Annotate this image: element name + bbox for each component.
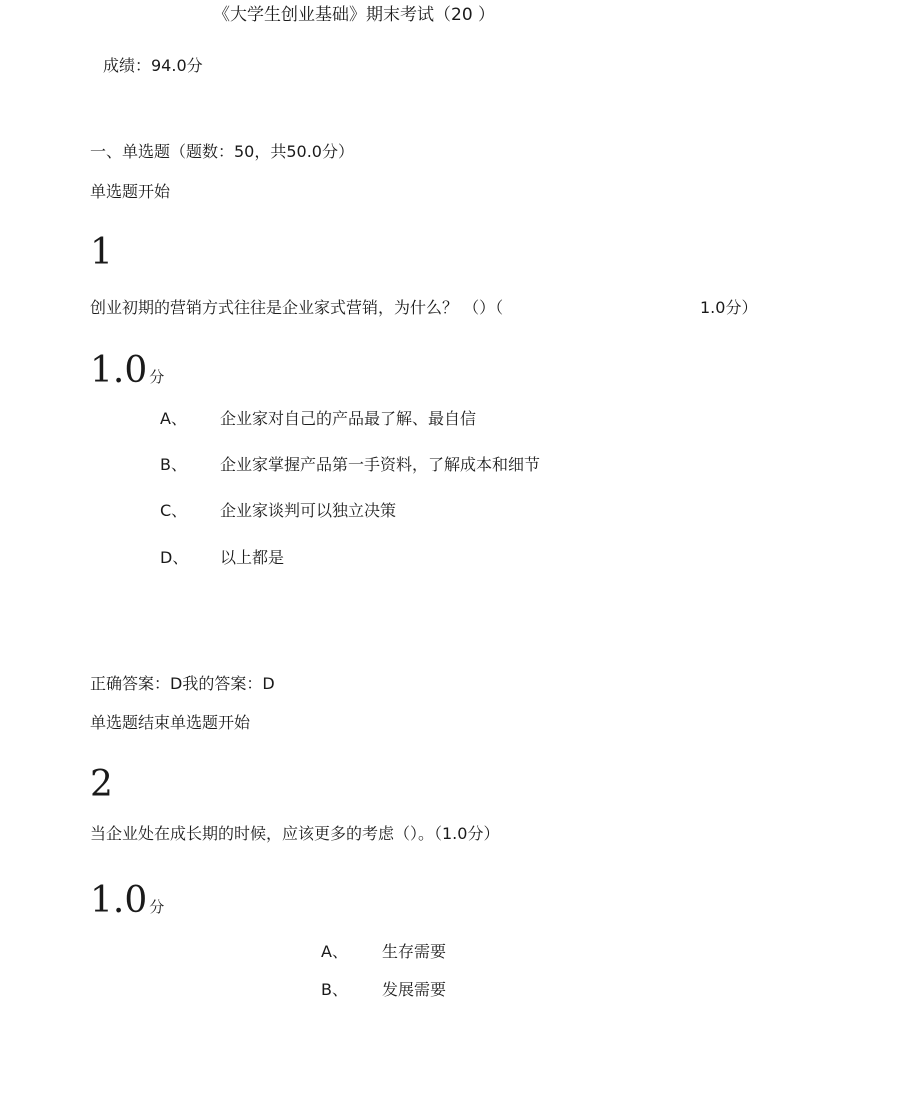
question-score-unit: 分 <box>149 898 165 916</box>
option-text: 生存需要 <box>382 942 447 961</box>
option-text: 企业家谈判可以独立决策 <box>220 501 397 520</box>
document-title: 《大学生创业基础》期末考试（20 ） <box>213 5 496 25</box>
section-end-start-marker: 单选题结束单选题开始 <box>90 713 251 732</box>
question-text: 当企业处在成长期的时候，应该更多的考虑（）。（1.0分） <box>90 824 500 843</box>
answer-line: 正确答案：D我的答案：D <box>90 674 275 693</box>
question-score-value: 1.0 <box>90 880 148 921</box>
question-points: 1.0分） <box>700 298 758 317</box>
question-score-value: 1.0 <box>90 350 148 391</box>
option-letter: B、 <box>321 980 348 999</box>
option-text: 发展需要 <box>382 980 447 999</box>
option-letter: A、 <box>160 409 187 428</box>
option-letter: A、 <box>321 942 348 961</box>
section-heading: 一、单选题（题数：50，共50.0分） <box>90 142 354 161</box>
option-letter: D、 <box>160 548 189 567</box>
question-score <box>90 880 165 921</box>
option-text: 以上都是 <box>220 548 285 567</box>
section-start-marker: 单选题开始 <box>90 182 171 201</box>
question-text: 创业初期的营销方式往往是企业家式营销，为什么？ （）（ <box>90 298 504 317</box>
score-line: 成绩：94.0分 <box>103 56 203 75</box>
question-number: 2 <box>90 764 113 805</box>
question-number: 1 <box>90 232 113 273</box>
question-score <box>90 350 165 391</box>
option-letter: C、 <box>160 501 188 520</box>
question-score-unit: 分 <box>149 368 165 386</box>
option-text: 企业家掌握产品第一手资料，了解成本和细节 <box>220 455 541 474</box>
option-letter: B、 <box>160 455 187 474</box>
option-text: 企业家对自己的产品最了解、最自信 <box>220 409 477 428</box>
